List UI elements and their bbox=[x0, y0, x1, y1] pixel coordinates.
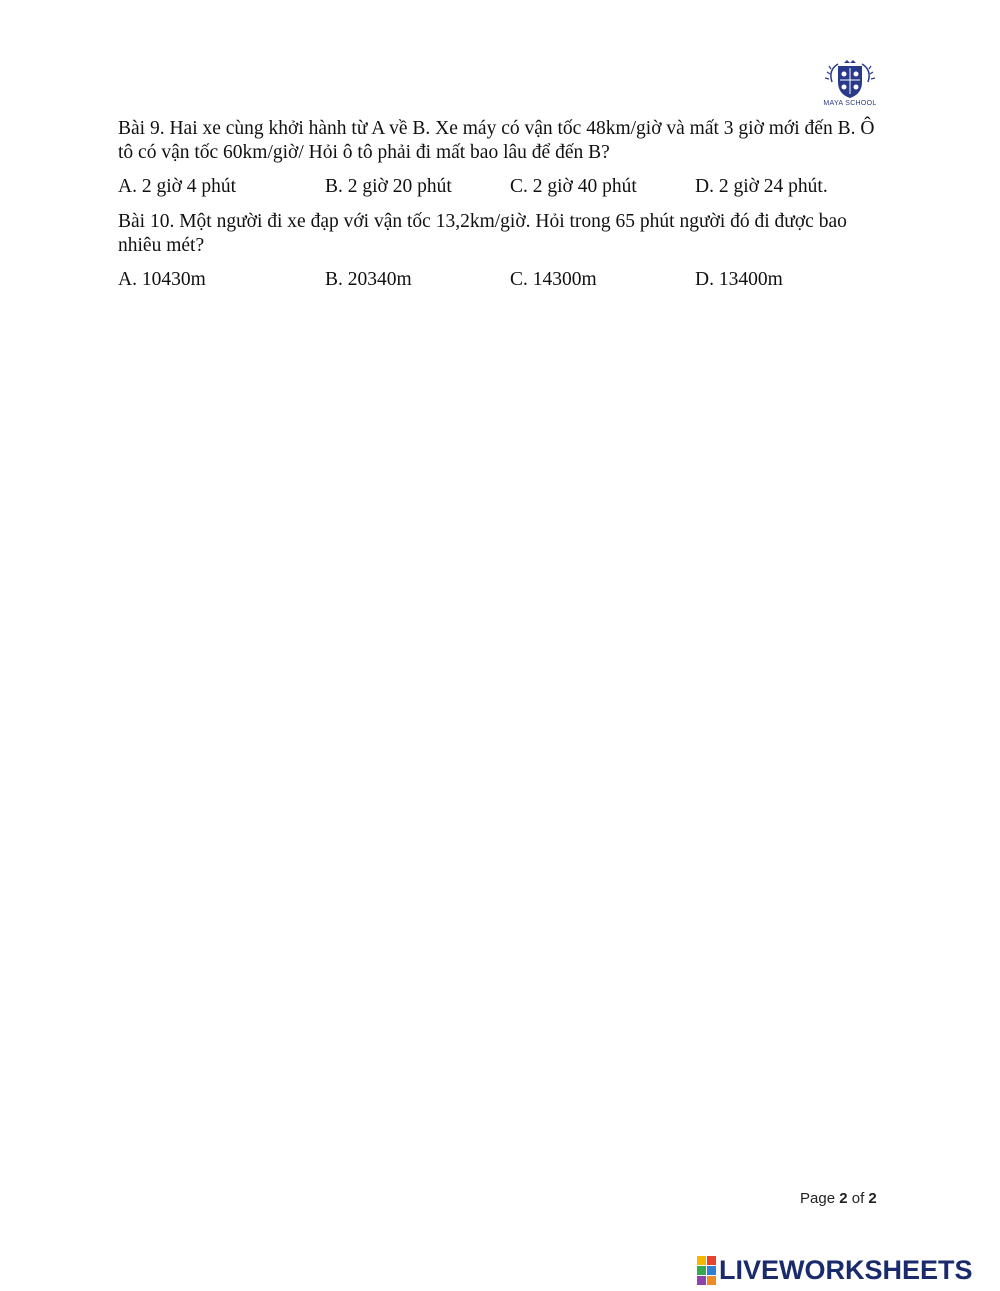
question-9-option-d: D. 2 giờ 24 phút. bbox=[695, 176, 828, 197]
question-10-text: Bài 10. Một người đi xe đạp với vận tốc 13,2km/giờ. Hỏi trong 65 phút người đó đi được bao nhiêu mét? bbox=[118, 211, 847, 256]
brand-square bbox=[707, 1256, 716, 1265]
brand-squares-icon bbox=[697, 1256, 716, 1285]
brand-square bbox=[697, 1266, 706, 1275]
question-9-option-c: C. 2 giờ 40 phút bbox=[510, 176, 637, 197]
question-10-option-a: A. 10430m bbox=[118, 269, 206, 290]
school-logo bbox=[818, 60, 882, 112]
page-number bbox=[800, 1190, 877, 1207]
question-10-option-b: B. 20340m bbox=[325, 269, 412, 290]
question-9-text: Bài 9. Hai xe cùng khởi hành từ A về B. Xe máy có vận tốc 48km/giờ và mất 3 giờ mới đến B. Ô tô có vận tốc 60km/giờ/ Hỏi ô tô phải đi mất bao lâu để đến B? bbox=[118, 118, 875, 163]
crest-icon bbox=[818, 60, 882, 102]
brand-square bbox=[707, 1276, 716, 1285]
brand-square bbox=[707, 1266, 716, 1275]
question-10-options bbox=[118, 268, 888, 292]
question-9-options bbox=[118, 175, 888, 199]
question-9-option-a: A. 2 giờ 4 phút bbox=[118, 176, 237, 197]
worksheet-content bbox=[118, 117, 888, 303]
brand-text: LIVEWORKSHEETS bbox=[719, 1254, 973, 1285]
question-10-option-c: C. 14300m bbox=[510, 269, 597, 290]
liveworksheets-logo bbox=[697, 1256, 973, 1284]
logo-text: MAYA SCHOOL bbox=[823, 100, 877, 107]
page-label: Page bbox=[800, 1190, 836, 1207]
page-total: 2 bbox=[868, 1190, 877, 1207]
question-9-option-b: B. 2 giờ 20 phút bbox=[325, 176, 452, 197]
brand-square bbox=[697, 1256, 706, 1265]
question-10-option-d: D. 13400m bbox=[695, 269, 783, 290]
page-current: 2 bbox=[839, 1190, 848, 1207]
brand-square bbox=[697, 1276, 706, 1285]
page-of: of bbox=[851, 1190, 865, 1207]
